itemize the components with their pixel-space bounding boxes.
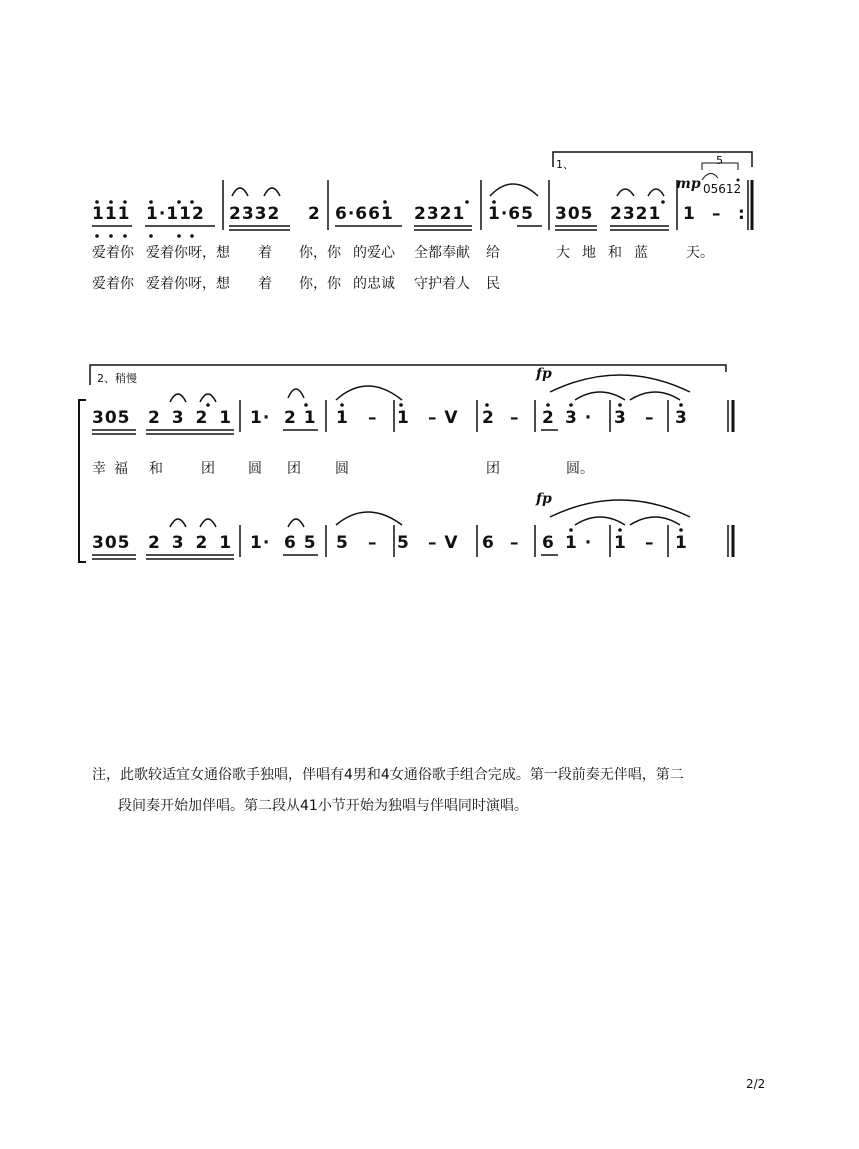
slur (264, 188, 280, 196)
lyric: 你，你 (299, 276, 341, 292)
segment: 1 (397, 408, 410, 428)
slur (617, 189, 634, 196)
slur (630, 517, 680, 525)
segment: 1 (675, 533, 688, 553)
lyric: 爱着你呀，想 (146, 276, 230, 292)
segment: 1·112 (146, 204, 205, 224)
lyric: 大地和蓝 (556, 245, 660, 261)
segment: – (510, 533, 520, 553)
segment: – (368, 533, 378, 553)
lyric: 爱着你 (92, 245, 134, 261)
slur (288, 389, 304, 398)
octave-dot (95, 234, 99, 238)
footnote-line-2: 段间奏开始加伴唱。第二段从41小节开始为独唱与伴唱同时演唱。 (118, 798, 528, 814)
lyric: 的爱心 (353, 245, 395, 261)
lyric: 团 (201, 461, 215, 477)
slur (200, 519, 216, 527)
system-bracket (79, 400, 86, 562)
segment: – (712, 204, 722, 224)
segment: 2321 (414, 204, 466, 224)
lyric: 守护着人 (414, 276, 470, 292)
octave-dot (679, 528, 683, 532)
segment: 3 (675, 408, 688, 428)
slur (200, 394, 216, 402)
lyric: 爱着你 (92, 276, 134, 292)
segment: 2 3 2 1 (148, 408, 235, 428)
lyric: 圆 (335, 461, 349, 477)
octave-dot (206, 403, 210, 407)
segment: 2 (308, 204, 321, 224)
volta-2-label: 2、稍慢 (97, 372, 137, 385)
segment: 5 (336, 533, 349, 553)
octave-dot (399, 403, 403, 407)
octave-dot (304, 403, 308, 407)
slur (702, 173, 718, 180)
slur (575, 517, 625, 525)
segment: – (368, 408, 378, 428)
slur (490, 184, 538, 196)
octave-dot (661, 200, 665, 204)
segment: 6 (482, 533, 495, 553)
slur (630, 392, 680, 400)
segment: 1·65 (488, 204, 534, 224)
repeat-dots: : (738, 204, 746, 224)
segment: 1 · (565, 533, 593, 553)
slur (648, 189, 664, 196)
segment: 2 1 (284, 408, 317, 428)
tuplet-number: 5 (716, 154, 723, 167)
octave-dot (123, 234, 127, 238)
segment: 6 5 (284, 533, 317, 553)
volta-1-label: 1、 (556, 158, 574, 171)
segment: 305 (555, 204, 594, 224)
lyric: 团 (486, 461, 500, 477)
pickup-notes: 05612 (703, 182, 742, 196)
segment: 5 (397, 533, 410, 553)
slur (170, 394, 186, 402)
octave-dot (177, 234, 181, 238)
octave-dot (569, 403, 573, 407)
footnote-line-1: 注，此歌较适宜女通俗歌手独唱，伴唱有4男和4女通俗歌手组合完成。第一段前奏无伴唱，第二 (92, 767, 684, 783)
segment: 305 (92, 408, 131, 428)
segment: 2332 (229, 204, 281, 224)
octave-dot (618, 403, 622, 407)
segment: 6 (542, 533, 555, 553)
segment: 2 3 2 1 (148, 533, 235, 553)
dynamic-fp-bottom: fp (536, 491, 552, 507)
segment: 2 (542, 408, 555, 428)
octave-dot (569, 528, 573, 532)
segment: 111 (92, 204, 131, 224)
dynamic-fp-top: fp (536, 366, 552, 382)
segment: – V (428, 408, 459, 428)
lyric: 你，你 (299, 245, 341, 261)
lyric: 圆。 (566, 461, 594, 477)
lyric: 圆 (248, 461, 262, 477)
segment: 305 (92, 533, 131, 553)
segment: 6·661 (335, 204, 394, 224)
segment: 2321 (610, 204, 662, 224)
slur (288, 519, 304, 527)
segment: 2 (482, 408, 495, 428)
page-number: 2/2 (746, 1077, 766, 1091)
lyric: 和 (149, 461, 163, 477)
slur (550, 500, 690, 517)
lyric: 着 (258, 276, 272, 292)
lyric: 团 (287, 461, 301, 477)
octave-dot (149, 234, 153, 238)
lyric: 幸福 (92, 461, 136, 477)
lyric: 天。 (686, 245, 714, 261)
dynamic-mp: mp (676, 176, 701, 192)
lyric: 全都奉献 (414, 245, 470, 261)
segment: 1· (250, 533, 271, 553)
lyric: 民 (486, 276, 500, 292)
octave-dot (485, 403, 489, 407)
segment: 1 (683, 204, 696, 224)
slur (550, 375, 690, 392)
octave-dot (546, 403, 550, 407)
octave-dot (679, 403, 683, 407)
segment: – V (428, 533, 459, 553)
lyric: 给 (486, 245, 500, 261)
octave-dot (465, 200, 469, 204)
slur (336, 386, 402, 400)
segment: 3 · (565, 408, 593, 428)
slur (336, 512, 402, 525)
slur (575, 392, 625, 400)
lyric: 的忠诚 (353, 276, 395, 292)
segment: – (510, 408, 520, 428)
segment: 3 (614, 408, 627, 428)
octave-dot (109, 234, 113, 238)
segment: – (645, 533, 655, 553)
segment: 1 (336, 408, 349, 428)
segment: – (645, 408, 655, 428)
lyric: 爱着你呀，想 (146, 245, 230, 261)
slur (170, 519, 186, 527)
lyric: 着 (258, 245, 272, 261)
octave-dot (618, 528, 622, 532)
segment: 1 (614, 533, 627, 553)
segment: 1· (250, 408, 271, 428)
slur (232, 188, 248, 196)
octave-dot (340, 403, 344, 407)
octave-dot (190, 234, 194, 238)
